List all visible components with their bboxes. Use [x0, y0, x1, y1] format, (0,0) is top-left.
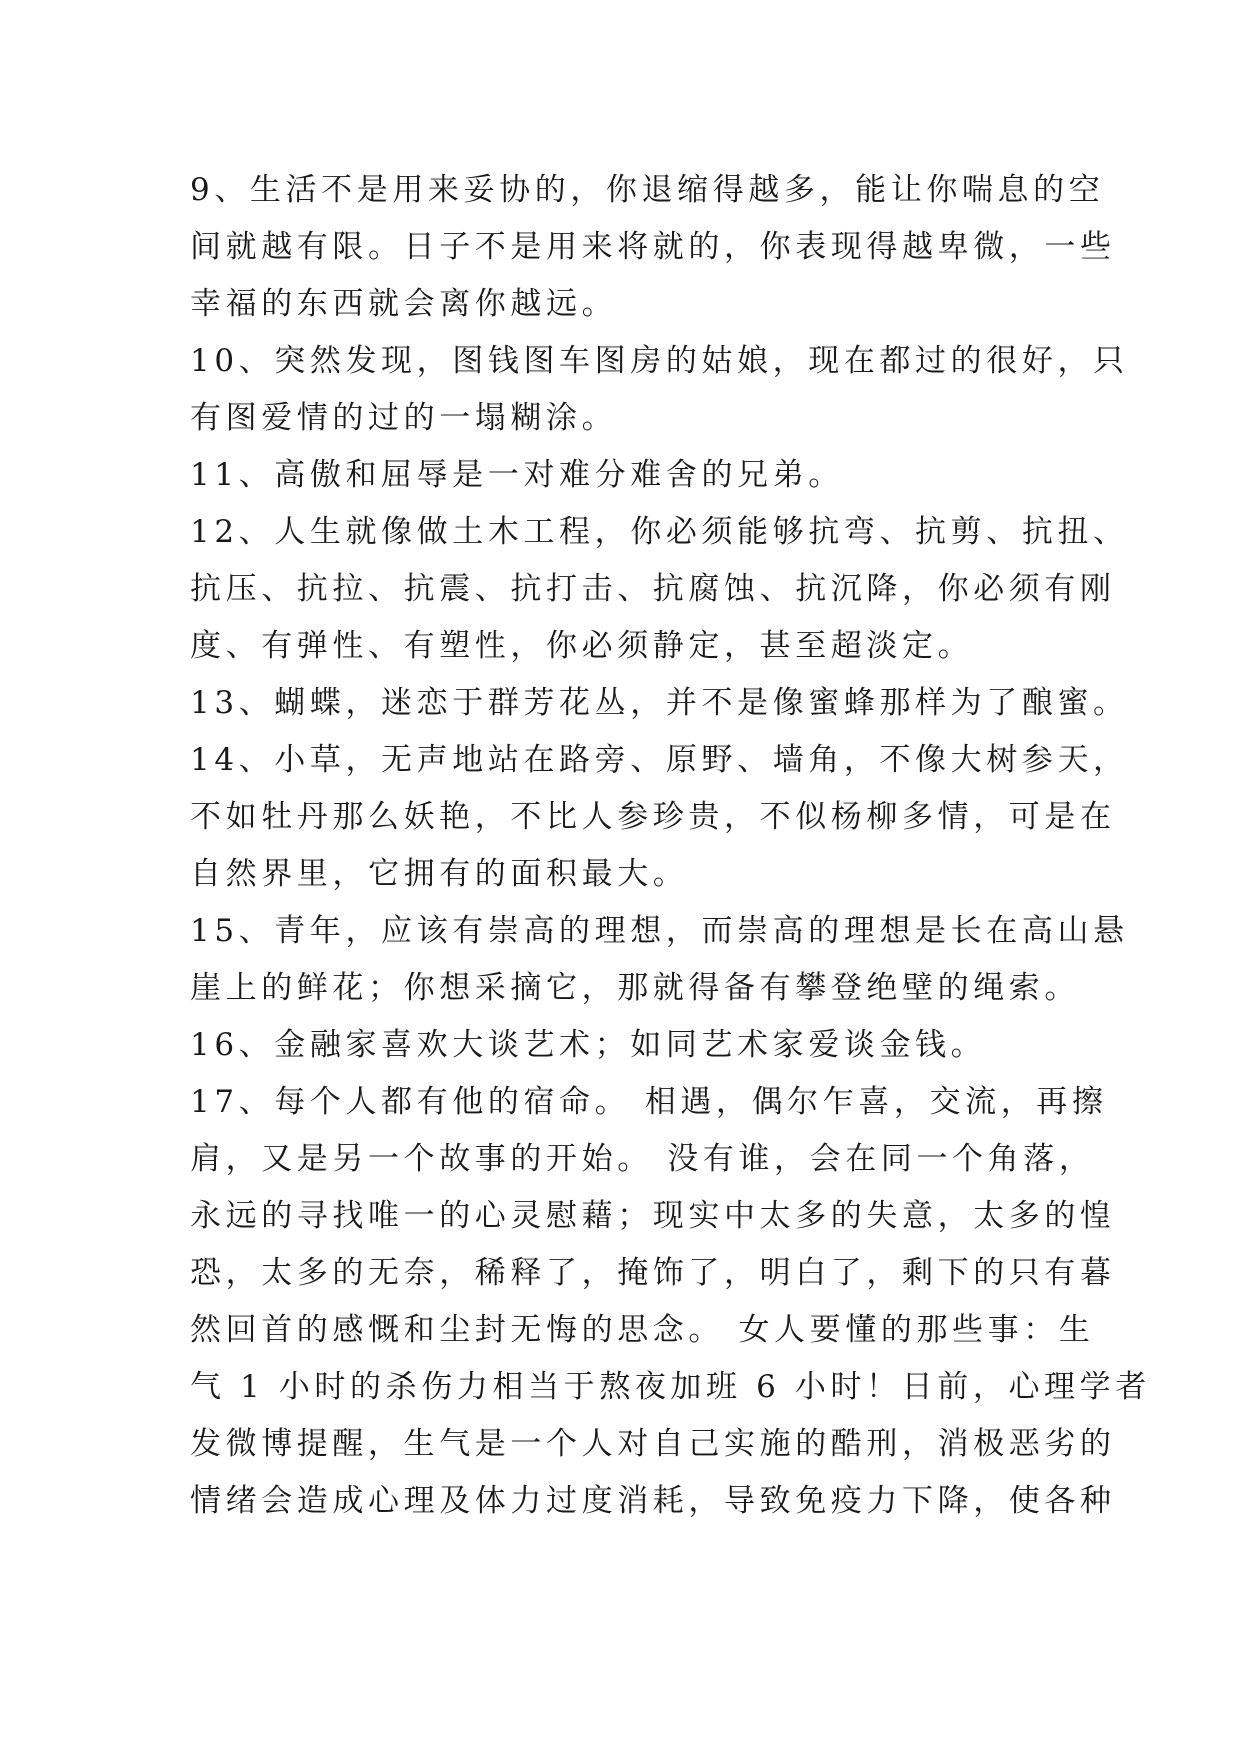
text-line: 自然界里，它拥有的面积最大。 — [190, 856, 689, 892]
text-line: 然回首的感慨和尘封无悔的思念。 女人要懂的那些事：生 — [190, 1312, 1095, 1348]
text-line: 抗压、抗拉、抗震、抗打击、抗腐蚀、抗沉降，你必须有刚 — [190, 571, 1116, 607]
text-line: 有图爱情的过的一塌糊涂。 — [190, 400, 618, 436]
text-line: 崖上的鲜花；你想采摘它，那就得备有攀登绝壁的绳索。 — [190, 970, 1080, 1006]
text-line: 幸福的东西就会离你越远。 — [190, 286, 618, 322]
text-line: 气 1 小时的杀伤力相当于熬夜加班 6 小时！日前，心理学者 — [190, 1369, 1151, 1405]
text-line: 间就越有限。日子不是用来将就的，你表现得越卑微，一些 — [190, 229, 1116, 265]
text-line: 11、高傲和屈辱是一对难分难舍的兄弟。 — [190, 457, 844, 493]
text-line: 不如牡丹那么妖艳，不比人参珍贵，不似杨柳多情，可是在 — [190, 799, 1116, 835]
text-line: 度、有弹性、有塑性，你必须静定，甚至超淡定。 — [190, 628, 974, 664]
text-line: 13、蝴蝶，迷恋于群芳花丛，并不是像蜜蜂那样为了酿蜜。 — [190, 685, 1129, 721]
text-line: 12、人生就像做土木工程，你必须能够抗弯、抗剪、抗扭、 — [190, 514, 1129, 550]
text-line: 肩，又是另一个故事的开始。 没有谁，会在同一个角落， — [190, 1141, 1095, 1177]
text-line: 永远的寻找唯一的心灵慰藉；现实中太多的失意，太多的惶 — [190, 1198, 1116, 1234]
text-line: 发微博提醒，生气是一个人对自己实施的酷刑，消极恶劣的 — [190, 1426, 1116, 1462]
text-line: 17、每个人都有他的宿命。 相遇，偶尔乍喜，交流，再擦 — [190, 1084, 1108, 1120]
text-line: 14、小草，无声地站在路旁、原野、墙角，不像大树参天， — [190, 742, 1129, 778]
text-line: 10、突然发现，图钱图车图房的姑娘，现在都过的很好，只 — [190, 343, 1129, 379]
text-line: 9、生活不是用来妥协的，你退缩得越多，能让你喘息的空 — [190, 172, 1105, 208]
text-line: 15、青年，应该有崇高的理想，而崇高的理想是长在高山悬 — [190, 913, 1129, 949]
text-line: 16、金融家喜欢大谈艺术；如同艺术家爱谈金钱。 — [190, 1027, 987, 1063]
text-line: 情绪会造成心理及体力过度消耗，导致免疫力下降，使各种 — [190, 1483, 1116, 1519]
text-line: 恐，太多的无奈，稀释了，掩饰了，明白了，剩下的只有暮 — [190, 1255, 1116, 1291]
